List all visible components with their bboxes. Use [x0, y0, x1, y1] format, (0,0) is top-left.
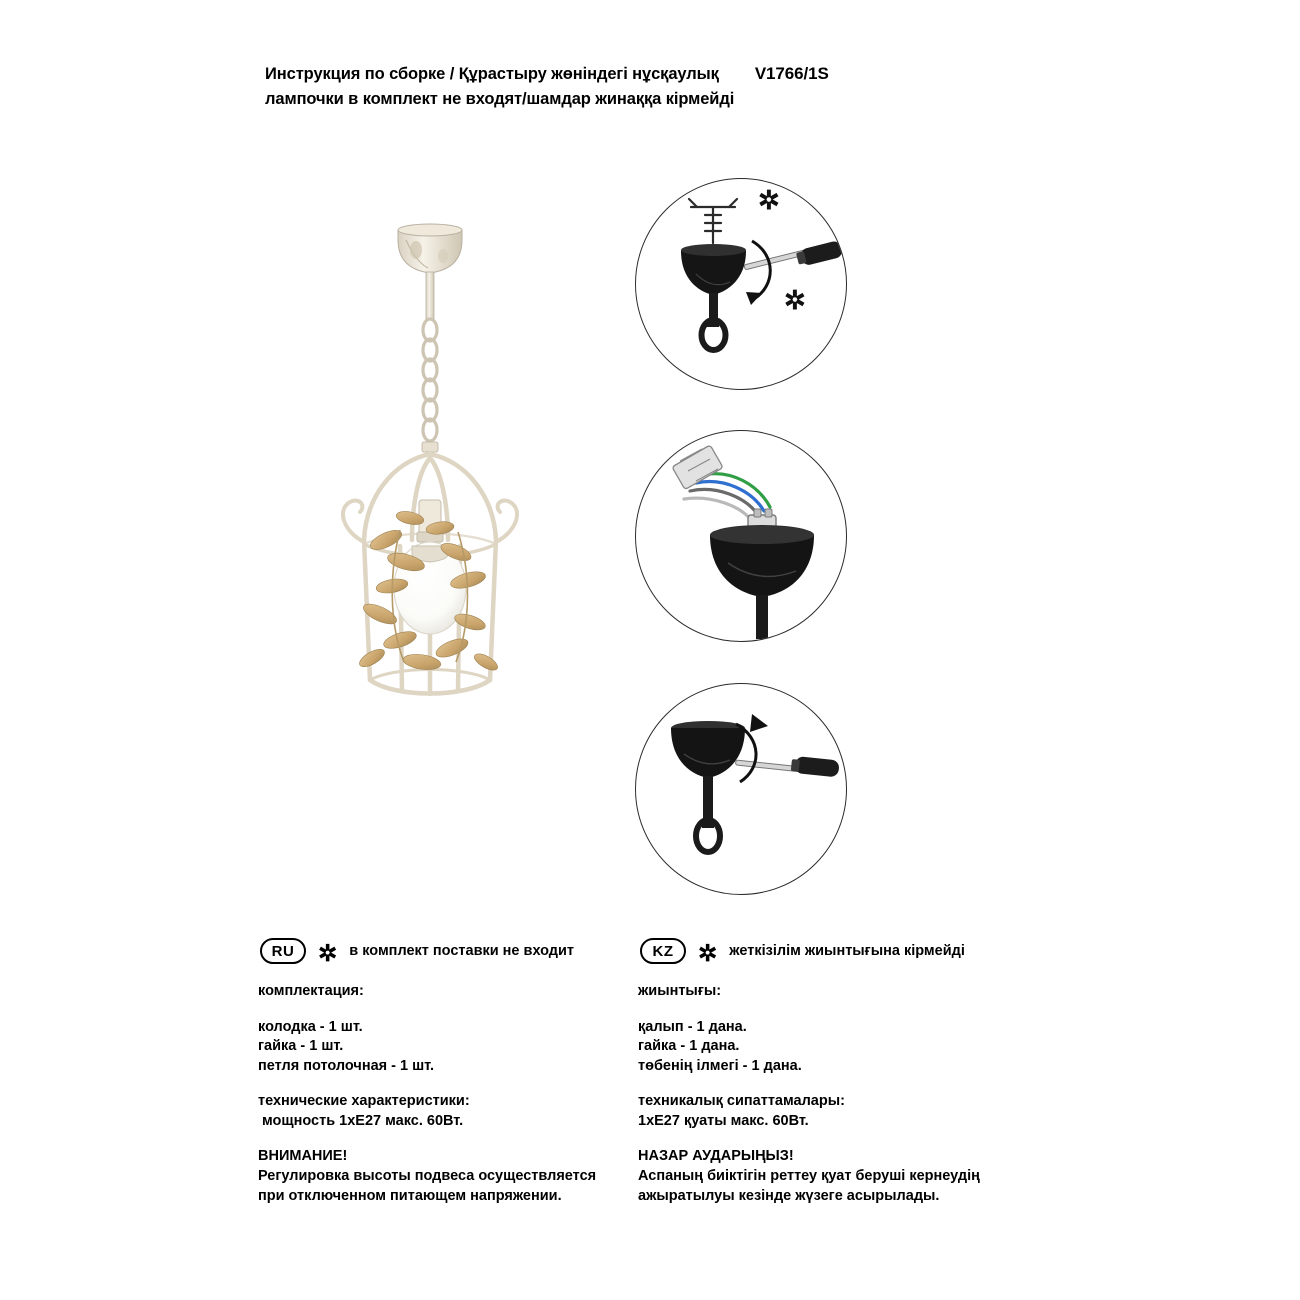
kit-block-kz [638, 982, 1028, 1002]
hook-loop-icon [696, 776, 720, 852]
asterisk-icon-kz: ✲ [698, 939, 718, 966]
warning-title-ru: ВНИМАНИЕ! [258, 1148, 348, 1165]
legend-kz [640, 938, 965, 964]
text-column-ru [258, 982, 628, 1222]
product-illustration [300, 210, 620, 810]
specs-value-kz: 1xE27 қуаты макс. 60Вт. [638, 1112, 809, 1129]
canopy-black-icon [671, 721, 745, 778]
lang-badge-ru: RU [260, 938, 306, 964]
text-column-kz [638, 982, 1028, 1222]
legend-text-kz: жеткізілім жиынтығына кірмейді [729, 943, 965, 959]
kit-item: колодка - 1 шт. [258, 1018, 363, 1035]
product-svg [300, 210, 620, 810]
legend-text-ru: в комплект поставки не входит [349, 943, 575, 959]
kit-block-ru [258, 982, 628, 1002]
asterisk-marker-top: ✲ [758, 185, 780, 215]
specs-block-ru [258, 1092, 628, 1131]
rotation-arrow-icon [746, 241, 770, 305]
warning-line1-kz: Аспаның биіктігін реттеу қуат беруші кернеудің [638, 1167, 980, 1184]
document-header [265, 64, 1005, 109]
canopy-stem-icon [756, 595, 768, 639]
hook-loop-icon [702, 293, 726, 350]
kit-title-ru: комплектация: [258, 983, 364, 999]
kit-title-kz: жиынтығы: [638, 983, 722, 999]
kit-items-ru [258, 1018, 628, 1077]
warning-line2-ru: при отключенном питающем напряжении. [258, 1187, 562, 1204]
screwdriver-icon [735, 756, 839, 778]
step-3-tighten-canopy [635, 683, 847, 895]
header-title-line1 [265, 64, 1005, 84]
legend-ru [260, 938, 574, 964]
kit-item: төбенің ілмегі - 1 дана. [638, 1057, 802, 1074]
asterisk-marker-bottom: ✲ [784, 285, 806, 315]
specs-value-ru: мощность 1xE27 макс. 60Вт. [262, 1112, 464, 1129]
step-1-svg [636, 179, 846, 389]
warning-line1-ru: Регулировка высоты подвеса осуществляется [258, 1167, 597, 1184]
kit-item: гайка - 1 дана. [638, 1038, 740, 1055]
specs-title-ru: технические характеристики: [258, 1093, 470, 1110]
model-number: V1766/1S [754, 64, 829, 83]
warning-block-ru [258, 1147, 628, 1206]
step-3-svg [636, 684, 846, 894]
step-1-fix-hook-with-screwdriver [635, 178, 847, 390]
kit-items-kz [638, 1018, 1028, 1077]
lang-badge-kz: KZ [640, 938, 686, 964]
kit-item: петля потолочная - 1 шт. [258, 1057, 435, 1074]
step-2-svg [636, 431, 846, 641]
header-title-line2: лампочки в комплект не входят/шамдар жинаққа кірмейді [265, 90, 735, 108]
warning-title-kz: НАЗАР АУДАРЫҢЫЗ! [638, 1148, 794, 1165]
canopy-black-icon [681, 244, 746, 295]
step-2-connect-terminal-block [635, 430, 847, 642]
warning-line2-kz: ажыратылуы кезінде жүзеге асырылады. [638, 1187, 940, 1204]
specs-block-kz [638, 1092, 1028, 1131]
specs-title-kz: техникалық сипаттамалары: [638, 1093, 845, 1110]
suspension-chain [422, 272, 438, 452]
anchor-bolt-icon [689, 199, 737, 243]
kit-item: гайка - 1 шт. [258, 1038, 344, 1055]
warning-block-kz [638, 1147, 1028, 1206]
canopy-black-icon [710, 525, 814, 597]
header-title-ru-kz: Инструкция по сборке / Құрастыру жөніндегі нұсқаулық [265, 65, 719, 83]
ceiling-canopy [398, 224, 462, 273]
asterisk-icon-ru: ✲ [318, 939, 338, 966]
kit-item: қалып - 1 дана. [638, 1018, 747, 1035]
